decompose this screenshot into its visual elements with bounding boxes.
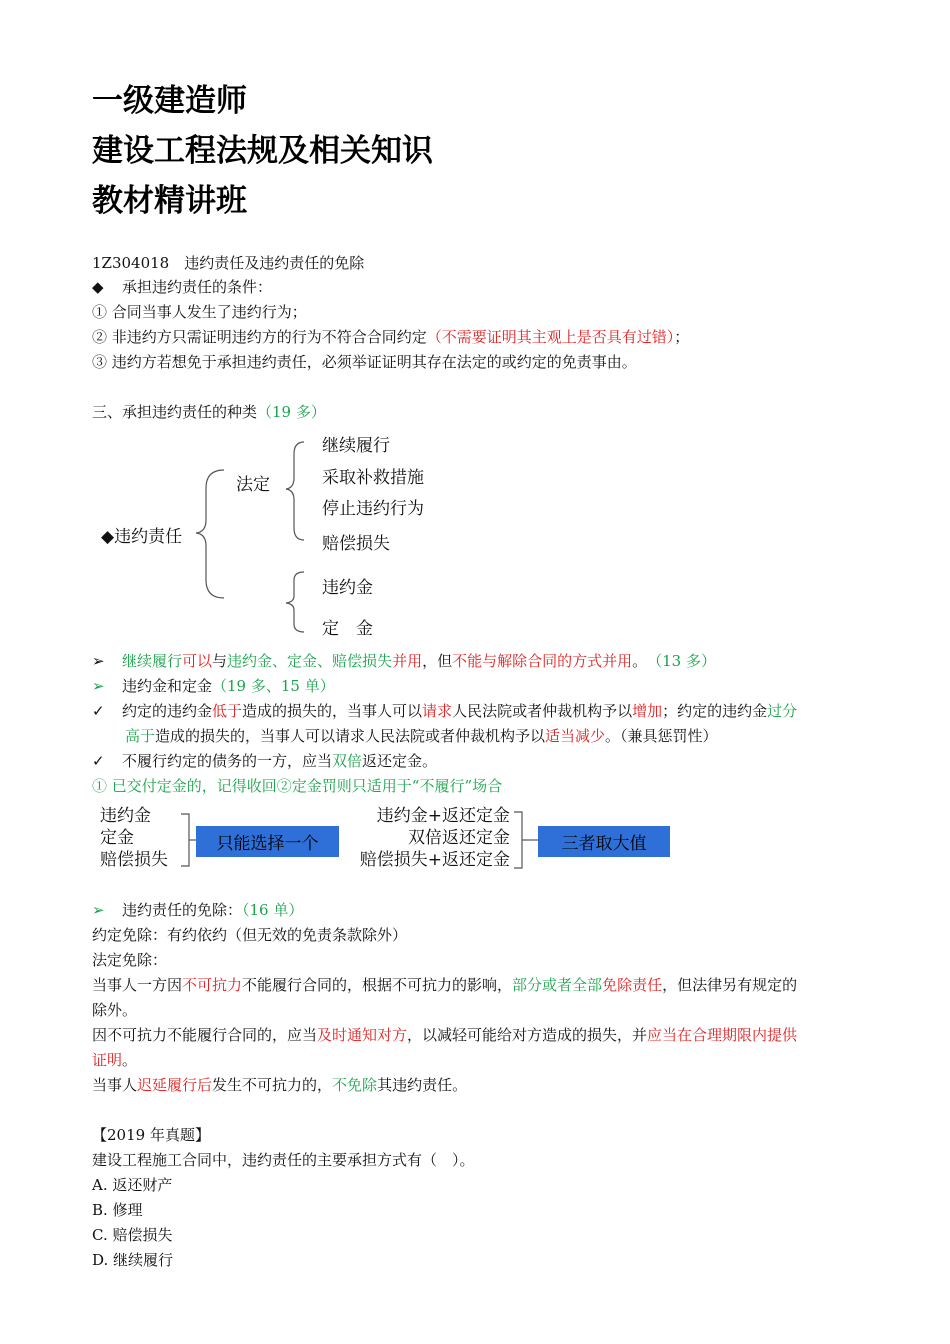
exam-option: C. 赔偿损失 bbox=[92, 1226, 173, 1244]
types-heading: 三、承担违约责任的种类（19 多） bbox=[92, 403, 326, 421]
tree-root: ◆违约责任 bbox=[101, 527, 183, 547]
title-line-1: 一级建造师 bbox=[92, 83, 247, 119]
exemption-heading: ➢ 违约责任的免除：（16 单） bbox=[92, 901, 304, 919]
exam-option: D. 继续履行 bbox=[92, 1251, 174, 1269]
arrow-bullet-icon: ➢ bbox=[92, 677, 105, 695]
tree-legal: 法定 bbox=[236, 475, 270, 495]
title-line-3: 教材精讲班 bbox=[92, 183, 247, 219]
note-1: ➢ 继续履行可以与违约金、定金、赔偿损失并用，但不能与解除合同的方式并用。 （13 多） bbox=[92, 652, 716, 670]
combo-right-item: 双倍返还定金 bbox=[408, 828, 510, 848]
section-code: 1Z304018 违约责任及违约责任的免除 bbox=[92, 254, 365, 272]
diamond-bullet-icon: ◆ bbox=[92, 278, 104, 296]
combo-right-list bbox=[346, 805, 510, 871]
tree-legal-item: 赔偿损失 bbox=[322, 534, 390, 554]
note-2: ➢ 违约金和定金（19 多、15 单） bbox=[92, 677, 335, 695]
note-5: ① 已交付定金的，记得收回②定金罚则只适用于“不履行”场合 bbox=[92, 777, 503, 795]
exam-question: 建设工程施工合同中，违约责任的主要承担方式有（ ）。 bbox=[92, 1151, 475, 1169]
combo-left-item: 违约金 bbox=[100, 806, 151, 826]
condition-item-2: ② 非违约方只需证明违约方的行为不符合合同约定（不需要证明其主观上是否具有过错）； bbox=[92, 328, 690, 346]
title-line-2: 建设工程法规及相关知识 bbox=[92, 133, 433, 169]
arrow-bullet-icon: ➢ bbox=[92, 652, 105, 670]
exemption-p3: 当事人迟延履行后发生不可抗力的，不免除其违约责任。 bbox=[92, 1076, 468, 1094]
note-3-line-2: 高于造成的损失的，当事人可以请求人民法院或者仲裁机构予以适当减少。（兼具惩罚性） bbox=[125, 727, 718, 745]
exemption-legal: 法定免除： bbox=[92, 951, 168, 969]
exemption-p2: 因不可抗力不能履行合同的，应当及时通知对方，以减轻可能给对方造成的损失，并应当在合理期限内提供 bbox=[92, 1026, 798, 1044]
tree-legal-item: 继续履行 bbox=[322, 436, 390, 456]
condition-item-1: ① 合同当事人发生了违约行为； bbox=[92, 303, 307, 321]
combo-left-list bbox=[100, 805, 168, 871]
combo-right-box: 三者取大值 bbox=[538, 826, 670, 857]
exemption-p1: 当事人一方因不可抗力不能履行合同的，根据不可抗力的影响，部分或者全部免除责任，但法律另有规定的 bbox=[92, 976, 798, 994]
note-3-line-1: ✓ 约定的违约金低于造成的损失的，当事人可以请求人民法院或者仲裁机构予以增加；约定的违约金过分 bbox=[92, 702, 798, 720]
conditions-heading: ◆ 承担违约责任的条件： bbox=[92, 278, 273, 296]
exemption-p1-line-2: 除外。 bbox=[92, 1001, 138, 1019]
condition-item-3: ③ 违约方若想免于承担违约责任，必须举证证明其存在法定的或约定的免责事由。 bbox=[92, 353, 637, 371]
tree-legal-item: 采取补救措施 bbox=[322, 468, 424, 488]
exam-option: A. 返还财产 bbox=[92, 1176, 173, 1194]
exemption-p2-line-2: 证明。 bbox=[92, 1051, 138, 1069]
exam-option: B. 修理 bbox=[92, 1201, 143, 1219]
combo-left-box: 只能选择一个 bbox=[196, 826, 339, 857]
tree-agreed-item: 定 金 bbox=[322, 619, 373, 639]
arrow-bullet-icon: ➢ bbox=[92, 901, 105, 919]
tree-agreed-item: 违约金 bbox=[322, 578, 373, 598]
exam-tag: 【2019 年真题】 bbox=[92, 1126, 210, 1144]
check-bullet-icon: ✓ bbox=[92, 752, 105, 770]
note-4: ✓ 不履行约定的债务的一方，应当双倍返还定金。 bbox=[92, 752, 438, 770]
combo-right-item: 赔偿损失+返还定金 bbox=[359, 850, 510, 870]
exemption-agreed: 约定免除：有约依约（但无效的免责条款除外） bbox=[92, 926, 408, 944]
check-bullet-icon: ✓ bbox=[92, 702, 105, 720]
combo-right-item: 违约金+返还定金 bbox=[376, 806, 510, 826]
combo-left-item: 赔偿损失 bbox=[100, 850, 168, 870]
tree-legal-item: 停止违约行为 bbox=[322, 499, 424, 519]
combo-left-item: 定金 bbox=[100, 828, 134, 848]
